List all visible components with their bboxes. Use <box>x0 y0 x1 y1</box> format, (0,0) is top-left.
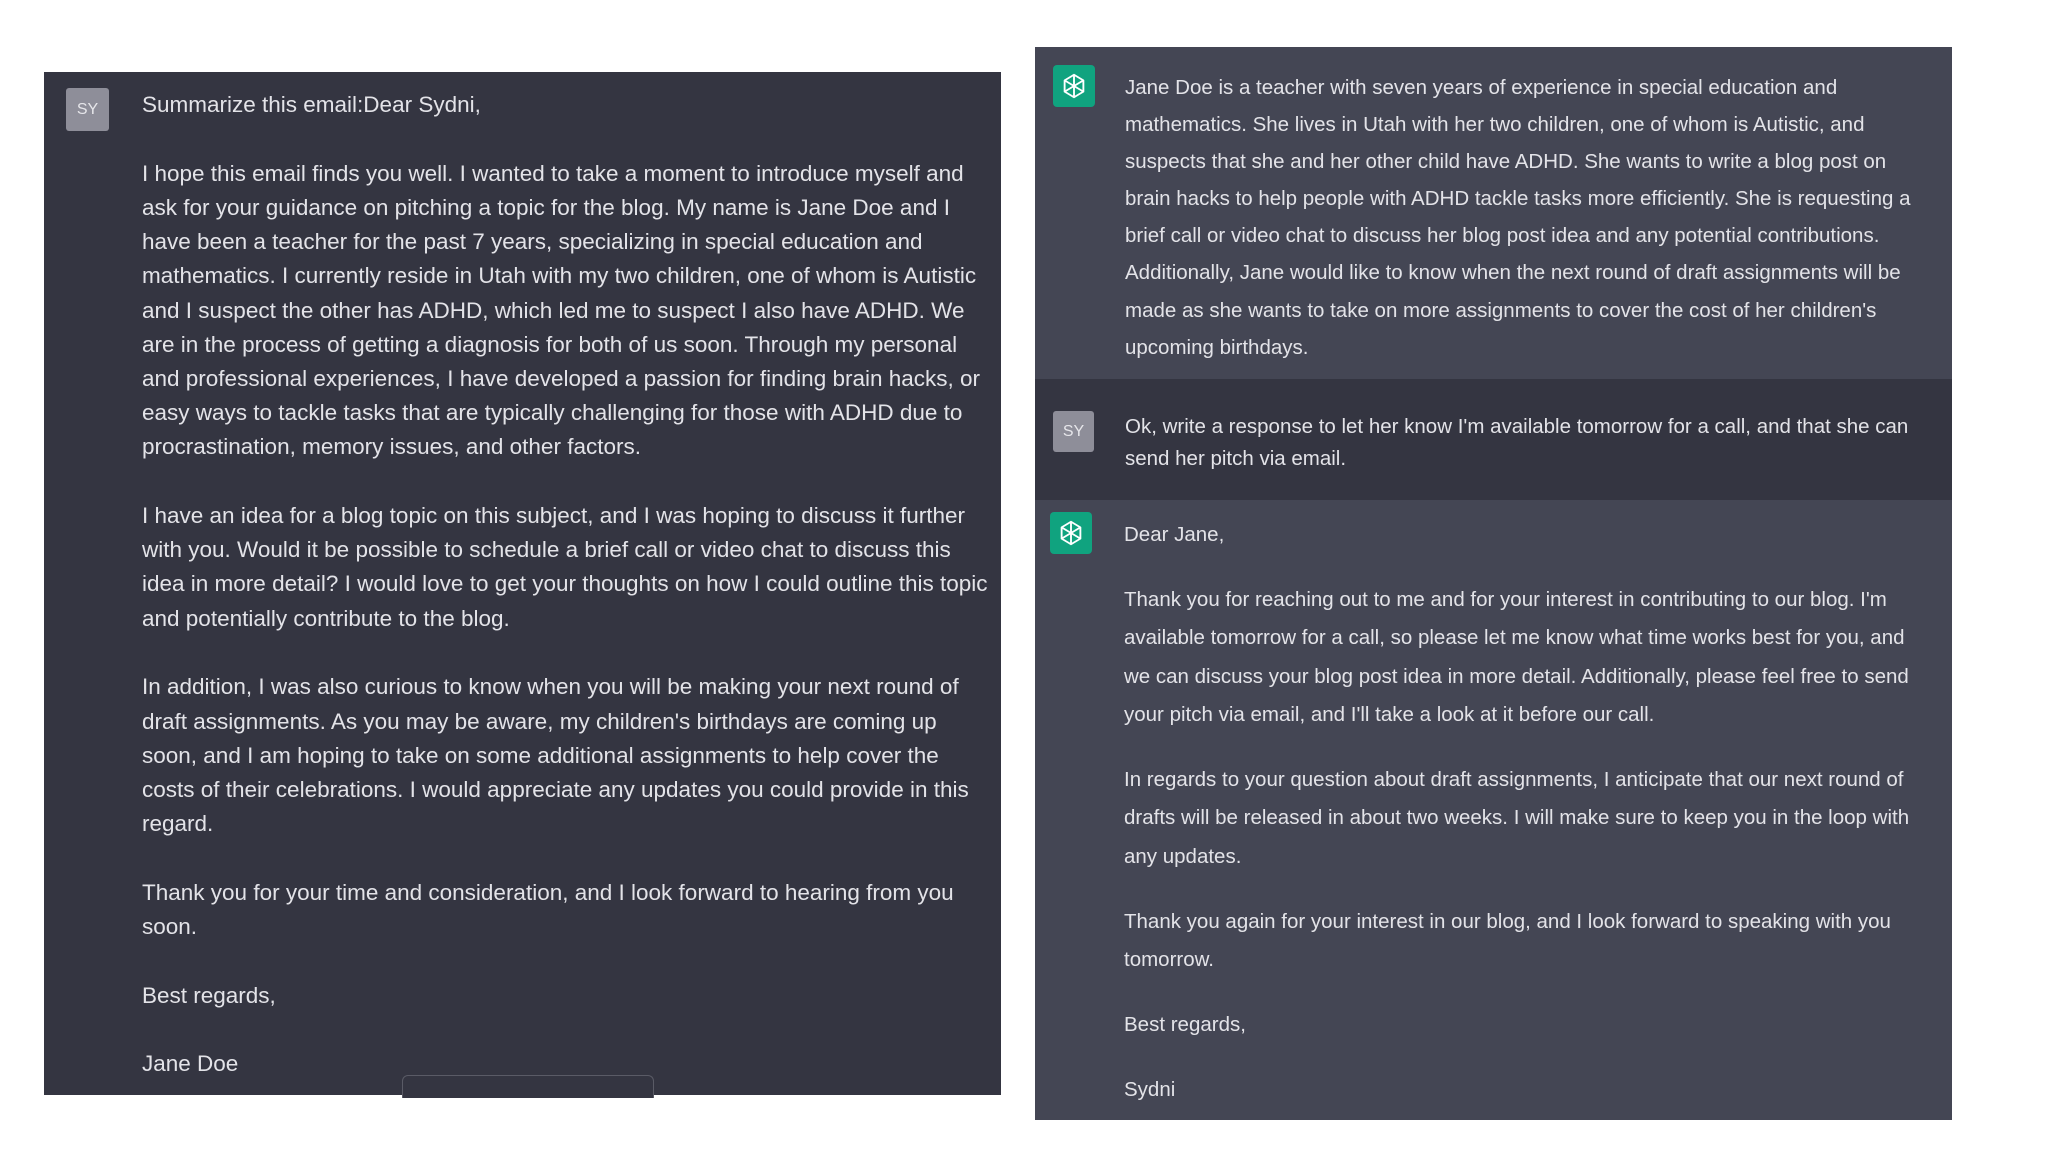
message-paragraph: Best regards, <box>142 982 276 1008</box>
reply-text <box>1124 516 1934 1136</box>
summary-text <box>1125 69 1925 366</box>
reply-paragraph: In regards to your question about draft assignments, I anticipate that our next round of drafts will be released in about two weeks. I will make sure to keep you in the loop with any updates. <box>1124 768 1910 868</box>
followup-paragraph: Ok, write a response to let her know I'm available tomorrow for a call, and that she can send her pitch via email. <box>1125 415 1909 470</box>
followup-text <box>1125 411 1925 474</box>
message-paragraph: Jane Doe <box>142 1051 239 1077</box>
reply-paragraph: Thank you for reaching out to me and for your interest in contributing to our blog. I'm available tomorrow for a call, so please let me know what time works best for you, and we can discuss your blog post idea in more detail. Additionally, please feel free to send your pitch via email, and I'll take a look at it before our call. <box>1124 587 1909 727</box>
reply-paragraph: Sydni <box>1124 1077 1176 1101</box>
user-avatar: SY <box>66 88 109 131</box>
user-message-email <box>142 88 992 1116</box>
openai-logo-icon <box>1053 65 1095 107</box>
message-paragraph: I hope this email finds you well. I wanted to take a moment to introduce myself and ask for your guidance on pitching a topic for the blog. My name is Jane Doe and I have been a teacher for the past 7 years, specializing in special education and mathematics. I currently reside in Utah with my two children, one of whom is Autistic and I suspect the other has ADHD, which led me to suspect I also have ADHD. We are in the process of getting a diagnosis for both of us soon. Through my personal and professional experiences, I have developed a passion for finding brain hacks, or easy ways to tackle tasks that are typically challenging for those with ADHD due to procrastination, memory issues, and other factors. <box>142 160 981 460</box>
reply-paragraph: Best regards, <box>1124 1013 1246 1037</box>
openai-logo-icon <box>1050 512 1092 554</box>
openai-logo-icon-svg <box>1059 71 1089 101</box>
assistant-reply-message <box>1035 500 1952 1120</box>
regenerate-button-edge[interactable] <box>402 1075 654 1098</box>
summary-paragraph: Jane Doe is a teacher with seven years of experience in special education and mathematics. She lives in Utah with her two children, one of whom is Autistic, and suspects that she and her other child have ADHD. She wants to write a blog post on brain hacks to help people with ADHD tackle tasks more efficiently. She is requesting a brief call or video chat to discuss her blog post idea and any potential contributions. Additionally, Jane would like to know when the next round of draft assignments will be made as she wants to take on more assignments to cover the cost of her children's upcoming birthdays. <box>1125 76 1911 359</box>
assistant-summary-message <box>1035 47 1952 379</box>
message-paragraph: In addition, I was also curious to know when you will be making your next round of draft assignments. As you may be aware, my children's birthdays are coming up soon, and I am hoping to take on some additional assignments to help cover the costs of their celebrations. I would appreciate any updates you could provide in this regard. <box>142 674 969 837</box>
message-paragraph: I have an idea for a blog topic on this subject, and I was hoping to discuss it further with you. Would it be possible to schedule a brief call or video chat to discuss this idea in more detail? I would love to get your thoughts on how I could outline this topic and potentially contribute to the blog. <box>142 503 988 631</box>
openai-logo-icon-svg <box>1056 518 1086 548</box>
reply-paragraph: Dear Jane, <box>1124 523 1225 546</box>
message-paragraph: Thank you for your time and consideration, and I look forward to hearing from you soon. <box>142 879 954 940</box>
reply-paragraph: Thank you again for your interest in our blog, and I look forward to speaking with you tomorrow. <box>1124 909 1891 972</box>
left-chat-screenshot <box>44 72 1001 1095</box>
right-chat-screenshot <box>1035 47 1952 1120</box>
user-followup-message <box>1035 379 1952 501</box>
message-paragraph: Summarize this email:Dear Sydni, <box>142 92 481 117</box>
user-avatar: SY <box>1053 411 1094 452</box>
